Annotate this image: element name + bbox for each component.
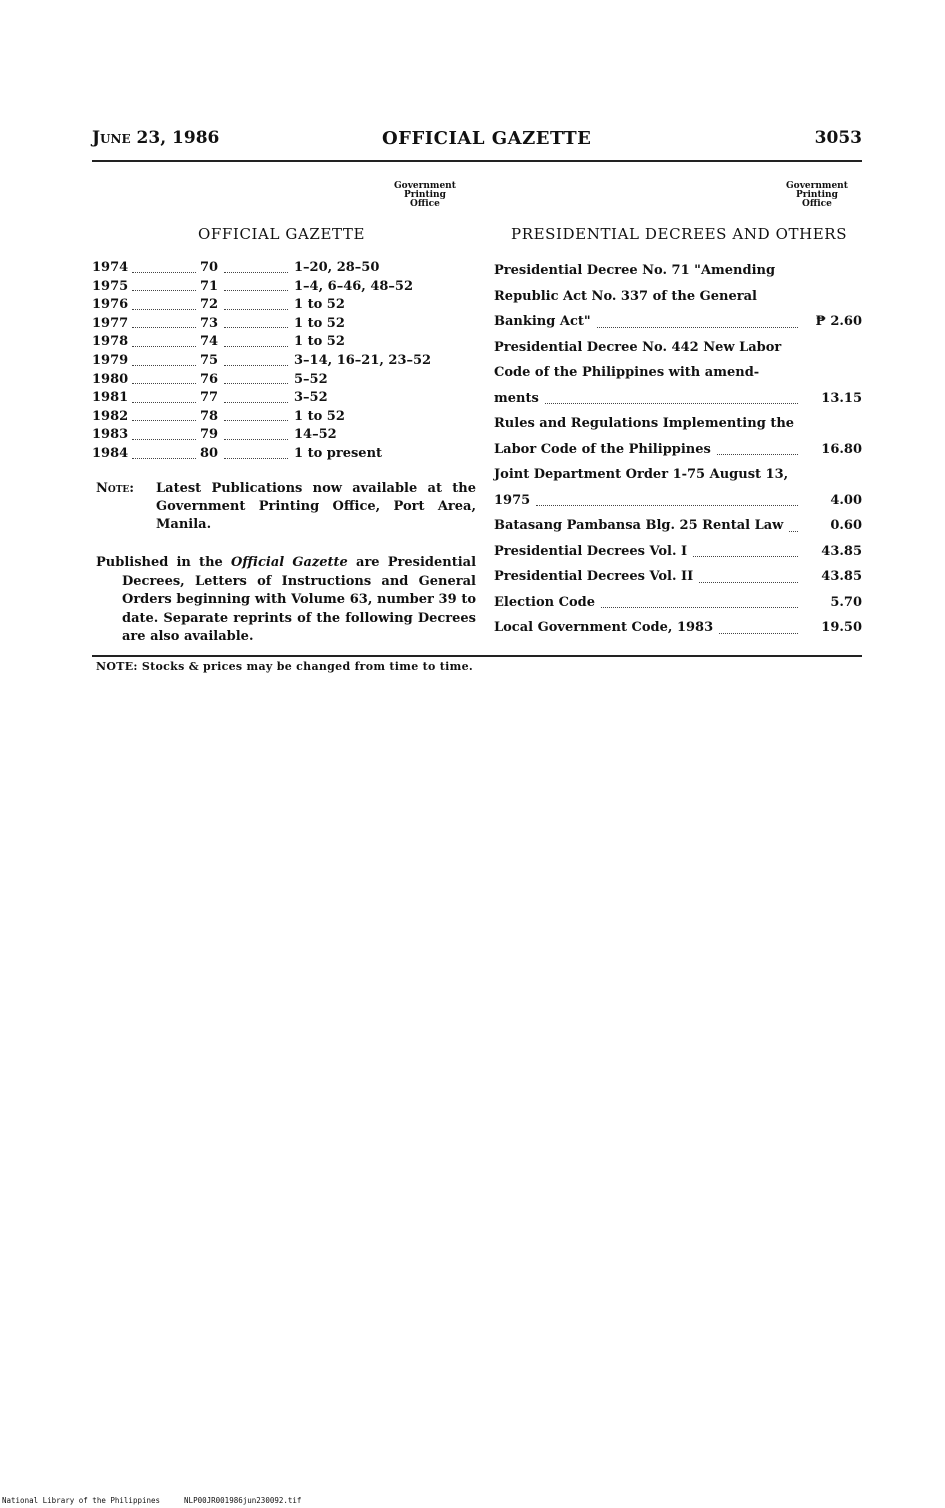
leader-dots xyxy=(693,539,798,558)
publications-price-list xyxy=(494,258,862,641)
publication-title: Presidential Decrees Vol. I xyxy=(494,539,800,565)
publication-title: Presidential Decree No. 71 "Amending Republic Act No. 337 of the General Banking Act" xyxy=(494,258,800,335)
issue-volume: 80 xyxy=(200,445,219,461)
publication-item xyxy=(494,513,862,539)
leader-dots xyxy=(224,427,288,440)
leader-dots xyxy=(132,353,196,366)
leader-dots xyxy=(717,437,798,456)
issue-row xyxy=(92,260,482,279)
issue-date: June 23, 1986 xyxy=(92,128,220,148)
leader-dots xyxy=(601,590,798,609)
issue-numbers: 1 to 52 xyxy=(294,408,345,424)
publication-price: 13.15 xyxy=(821,390,862,406)
note-text: Latest Publications now available at the Government Printing Office, Port Area, Manila. xyxy=(156,481,476,532)
issues-list xyxy=(92,260,482,465)
leader-dots xyxy=(224,334,288,347)
issue-row xyxy=(92,334,482,353)
leader-dots xyxy=(545,386,798,405)
leader-dots xyxy=(132,334,196,347)
publication-item xyxy=(494,590,862,616)
note-label: Note: xyxy=(96,481,135,496)
scan-footer xyxy=(2,1496,301,1505)
publication-item xyxy=(494,539,862,565)
issue-row xyxy=(92,446,482,465)
left-column-title: OFFICIAL GAZETTE xyxy=(198,225,366,243)
leader-dots xyxy=(132,316,196,329)
publication-price: 43.85 xyxy=(821,569,862,584)
publication-title: Presidential Decrees Vol. II xyxy=(494,564,800,590)
leader-dots xyxy=(536,488,798,507)
publication-price: 5.70 xyxy=(830,594,862,610)
issue-volume: 76 xyxy=(200,371,219,387)
issue-row xyxy=(92,372,482,391)
leader-dots xyxy=(224,316,288,329)
leader-dots xyxy=(132,446,196,459)
leader-dots xyxy=(132,390,196,403)
leader-dots xyxy=(789,513,798,532)
issue-year: 1974 xyxy=(92,260,129,275)
issue-year: 1977 xyxy=(92,315,129,331)
page-number: 3053 xyxy=(814,128,862,148)
publication-item xyxy=(494,335,862,412)
issue-volume: 75 xyxy=(200,352,219,368)
issue-numbers: 1 to 52 xyxy=(294,297,345,313)
issue-numbers: 1–4, 6–46, 48–52 xyxy=(294,278,414,294)
issue-year: 1975 xyxy=(92,278,129,294)
publication-price: 19.50 xyxy=(821,620,862,635)
issue-year: 1979 xyxy=(92,352,129,368)
issue-row xyxy=(92,279,482,298)
issue-row xyxy=(92,353,482,372)
issue-volume: 78 xyxy=(200,408,219,424)
leader-dots xyxy=(224,390,288,403)
publication-price: 43.85 xyxy=(821,543,862,559)
publication-item xyxy=(494,411,862,462)
leader-dots xyxy=(132,409,196,422)
publication-price: 0.60 xyxy=(830,518,862,533)
issue-numbers: 1 to 52 xyxy=(294,315,345,331)
bottom-rule xyxy=(92,655,862,657)
leader-dots xyxy=(132,297,196,310)
publication-title: Batasang Pambansa Blg. 25 Rental Law xyxy=(494,513,800,539)
published-paragraph: Published in the Official Gazette are Presidential Decrees, Letters of Instructions and General Orders beginning with Volume 63, number 39 to date. Separate reprints of the following Decrees are also available. xyxy=(96,555,477,644)
publication-item xyxy=(494,564,862,590)
gazette-title: OFFICIAL GAZETTE xyxy=(382,128,592,149)
issue-numbers: 14–52 xyxy=(294,427,337,443)
issue-year: 1976 xyxy=(92,297,129,313)
leader-dots xyxy=(132,279,196,292)
leader-dots xyxy=(224,446,288,459)
running-header xyxy=(92,128,862,152)
issue-year: 1983 xyxy=(92,427,129,443)
issue-numbers: 3–14, 16–21, 23–52 xyxy=(294,352,432,368)
issue-volume: 70 xyxy=(200,260,219,275)
gpo-stamp-right: Government Printing Office xyxy=(786,181,848,209)
library-name: National Library of the Philippines xyxy=(2,1496,161,1505)
publication-title: Presidential Decree No. 442 New Labor Code of the Philippines with amend- ments xyxy=(494,335,800,412)
issue-volume: 79 xyxy=(200,427,219,443)
leader-dots xyxy=(597,309,798,328)
publication-item xyxy=(494,258,862,335)
issue-row xyxy=(92,316,482,335)
leader-dots xyxy=(132,372,196,385)
publication-price: ₱ 2.60 xyxy=(815,314,862,329)
issue-year: 1982 xyxy=(92,408,129,424)
publication-item xyxy=(494,615,862,641)
file-name: NLP00JR001986jun230092.tif xyxy=(184,1496,302,1505)
publication-title: Local Government Code, 1983 xyxy=(494,615,800,641)
header-rule xyxy=(92,160,862,162)
issue-row xyxy=(92,390,482,409)
leader-dots xyxy=(224,297,288,310)
issue-numbers: 1–20, 28–50 xyxy=(294,260,380,275)
issue-volume: 77 xyxy=(200,390,219,406)
leader-dots xyxy=(224,279,288,292)
leader-dots xyxy=(719,615,798,634)
publication-price: 16.80 xyxy=(821,441,862,457)
stocks-note: NOTE: Stocks & prices may be changed from time to time. xyxy=(96,660,474,673)
issue-volume: 71 xyxy=(200,278,219,294)
gpo-stamp-left: Government Printing Office xyxy=(394,181,456,209)
leader-dots xyxy=(224,353,288,366)
issue-row xyxy=(92,427,482,446)
issue-numbers: 1 to 52 xyxy=(294,334,345,350)
issue-row xyxy=(92,297,482,316)
issue-year: 1978 xyxy=(92,334,129,350)
leader-dots xyxy=(132,260,196,273)
leader-dots xyxy=(224,372,288,385)
issue-year: 1981 xyxy=(92,390,129,406)
issue-volume: 72 xyxy=(200,297,219,313)
publication-title: Joint Department Order 1-75 August 13, 1975 xyxy=(494,462,800,513)
publication-title: Election Code xyxy=(494,590,800,616)
availability-note xyxy=(96,480,476,534)
issue-year: 1984 xyxy=(92,445,129,461)
leader-dots xyxy=(224,409,288,422)
right-column-title: PRESIDENTIAL DECREES AND OTHERS xyxy=(511,225,848,243)
gazette-italic: Official Gazette xyxy=(230,555,348,570)
issue-numbers: 5–52 xyxy=(294,371,328,387)
leader-dots xyxy=(132,427,196,440)
issue-volume: 74 xyxy=(200,334,219,350)
leader-dots xyxy=(699,564,798,583)
issue-numbers: 3–52 xyxy=(294,390,328,406)
issue-row xyxy=(92,409,482,428)
publication-item xyxy=(494,462,862,513)
publication-price: 4.00 xyxy=(830,492,862,508)
issue-year: 1980 xyxy=(92,371,129,387)
publication-title: Rules and Regulations Implementing the Labor Code of the Philippines xyxy=(494,411,800,462)
issue-numbers: 1 to present xyxy=(294,445,383,461)
issue-volume: 73 xyxy=(200,315,219,331)
leader-dots xyxy=(224,260,288,273)
